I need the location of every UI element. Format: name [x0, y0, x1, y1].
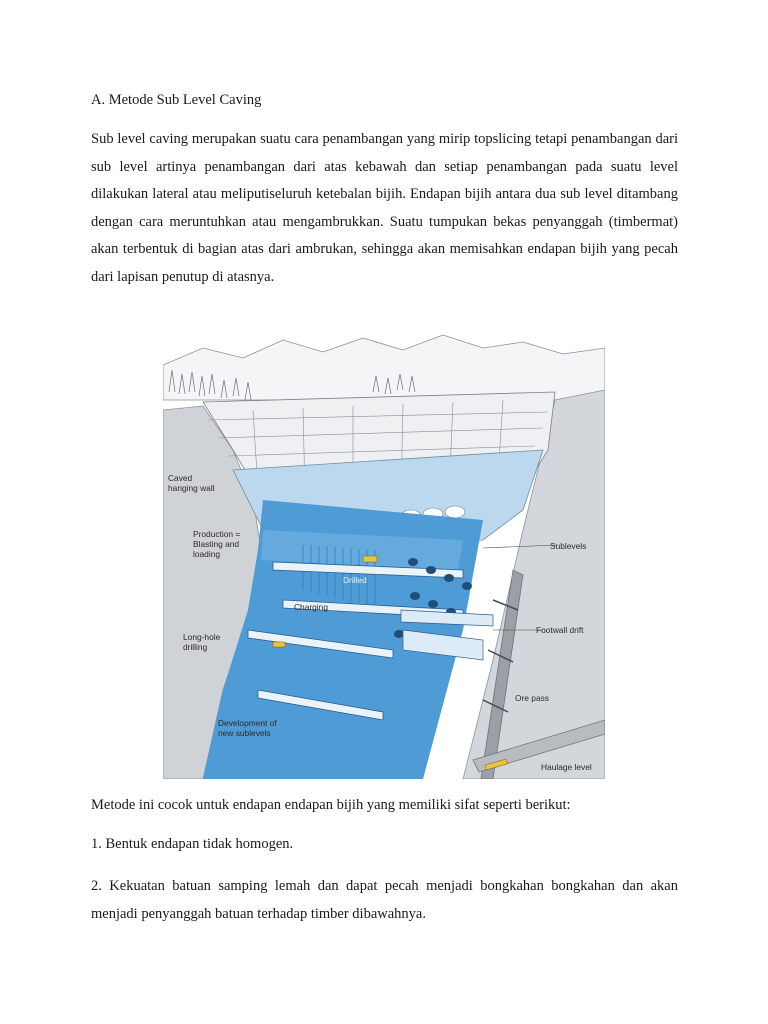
- label-drilled: Drilled: [343, 575, 367, 585]
- label-caved-hanging-wall: Caved hanging wall: [168, 473, 215, 493]
- sublevel-caving-diagram: [163, 330, 605, 779]
- label-development: Development of new sublevels: [218, 718, 277, 738]
- body-paragraph: Sub level caving merupakan suatu cara penambangan yang mirip topslicing tetapi penambangan dari sub level artinya penambangan dari atas kebawah dan setiap penambangan pada suatu level dilakukan lateral atau meliputiseluruh ketebalan bijih. Endapan bijih antara dua sub level ditambang dengan cara meruntuhkan atau mengambrukkan. Suatu tumpukan bekas penyanggah (timbermat) akan terbentuk di bagian atas dari ambrukan, sehingga akan memisahkan endapan bijih yang pecah dari lapisan penutup di atasnya.: [91, 131, 678, 285]
- list-item: 1. Bentuk endapan tidak homogen.: [91, 836, 294, 852]
- label-haulage-level: Haulage level: [541, 762, 592, 772]
- intro-text: Metode ini cocok untuk endapan endapan bijih yang memiliki sifat seperti berikut:: [91, 797, 571, 813]
- label-footwall-drift: Footwall drift: [536, 625, 584, 635]
- section-heading: A. Metode Sub Level Caving: [91, 92, 262, 108]
- label-long-hole-drilling: Long-hole drilling: [183, 632, 221, 652]
- label-charging: Charging: [294, 602, 328, 612]
- list-item: 2. Kekuatan batuan samping lemah dan dapat pecah menjadi bongkahan bongkahan dan akan menjadi penyanggah batuan terhadap timber dibawahnya.: [91, 878, 678, 922]
- label-ore-pass: Ore pass: [515, 693, 549, 703]
- label-production: Production = Blasting and loading: [193, 529, 241, 559]
- label-sublevels: Sublevels: [550, 541, 587, 551]
